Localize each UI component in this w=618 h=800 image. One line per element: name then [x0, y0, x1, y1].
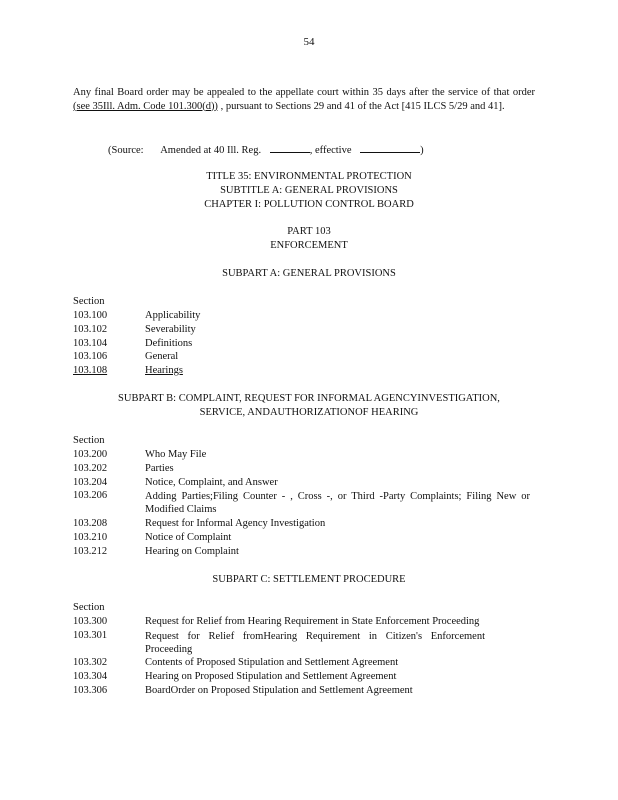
- section-number: 103.200: [73, 449, 108, 460]
- section-number: 103.106: [73, 351, 108, 362]
- section-title: Contents of Proposed Stipulation and Settlement Agreement: [145, 657, 399, 668]
- subpart-a-title: SUBPART A: GENERAL PROVISIONS: [222, 268, 396, 279]
- subtitle-heading: SUBTITLE A: GENERAL PROVISIONS: [220, 185, 398, 196]
- section-number: 103.108: [73, 365, 108, 376]
- section-title: BoardOrder on Proposed Stipulation and Settlement Agreement: [145, 685, 413, 696]
- section-number: 103.102: [73, 324, 108, 335]
- section-title: Notice, Complaint, and Answer: [145, 477, 278, 488]
- section-title: Request for Informal Agency Investigation: [145, 518, 326, 529]
- section-title: Request for Relief from Hearing Requirement in State Enforcement Proceeding: [145, 616, 480, 627]
- section-title: Hearings: [145, 365, 183, 376]
- section-number: 103.300: [73, 616, 108, 627]
- section-title: Parties: [145, 463, 174, 474]
- section-title: Notice of Complaint: [145, 532, 232, 543]
- part-name-heading: ENFORCEMENT: [270, 240, 348, 251]
- title-heading: TITLE 35: ENVIRONMENTAL PROTECTION: [206, 171, 412, 182]
- code-reference-link[interactable]: (see 35Ill. Adm. Code 101.300(d)): [73, 100, 218, 112]
- section-number: 103.204: [73, 477, 108, 488]
- paragraph-text-end: , pursuant to Sections 29 and 41 of the Act [415 ILCS 5/29 and 41].: [217, 100, 505, 112]
- section-number: 103.202: [73, 463, 108, 474]
- section-title: Applicability: [145, 310, 201, 321]
- section-title: Definitions: [145, 338, 193, 349]
- appeal-paragraph: [73, 86, 535, 113]
- section-number: 103.104: [73, 338, 108, 349]
- paragraph-text-start: Any final Board order may be appealed to the appellate court within 35 days after the service of that order: [73, 87, 535, 98]
- section-number: 103.302: [73, 657, 108, 668]
- section-title: Hearing on Proposed Stipulation and Settlement Agreement: [145, 671, 397, 682]
- section-number: 103.301: [73, 630, 108, 641]
- section-title: General: [145, 351, 179, 362]
- section-title: Request for Relief fromHearing Requirement in Citizen's Enforcement Proceeding: [145, 631, 485, 655]
- chapter-heading: CHAPTER I: POLLUTION CONTROL BOARD: [204, 199, 414, 210]
- source-amended: Amended at 40 Ill. Reg.: [160, 145, 262, 156]
- section-number: 103.206: [73, 490, 108, 501]
- subpart-c-section-label: Section: [73, 602, 105, 613]
- subpart-c-title: SUBPART C: SETTLEMENT PROCEDURE: [212, 574, 406, 585]
- section-number: 103.100: [73, 310, 108, 321]
- register-blank: [270, 143, 310, 153]
- section-title: Hearing on Complaint: [145, 546, 239, 557]
- section-title: Severability: [145, 324, 196, 335]
- subpart-a-section-label: Section: [73, 296, 105, 307]
- source-effective: , effective: [309, 145, 352, 156]
- section-number: 103.212: [73, 546, 108, 557]
- subpart-b-title-line2: SERVICE, ANDAUTHORIZATIONOF HEARING: [199, 407, 419, 418]
- source-label: (Source:: [108, 145, 144, 156]
- section-number: 103.304: [73, 671, 108, 682]
- subpart-b-section-label: Section: [73, 435, 105, 446]
- section-number: 103.306: [73, 685, 108, 696]
- section-number: 103.208: [73, 518, 108, 529]
- section-title: Who May File: [145, 449, 207, 460]
- section-title: Adding Parties;Filing Counter - , Cross -, or Third -Party Complaints; Filing New or Modified Claims: [145, 491, 530, 515]
- source-close: ): [420, 145, 424, 156]
- part-heading: PART 103: [287, 226, 331, 237]
- subpart-b-title-line1: SUBPART B: COMPLAINT, REQUEST FOR INFORMAL AGENCYINVESTIGATION,: [118, 393, 500, 404]
- source-note: [108, 143, 424, 156]
- section-number: 103.210: [73, 532, 108, 543]
- page-number: 54: [303, 36, 315, 48]
- effective-date-blank: [360, 143, 420, 153]
